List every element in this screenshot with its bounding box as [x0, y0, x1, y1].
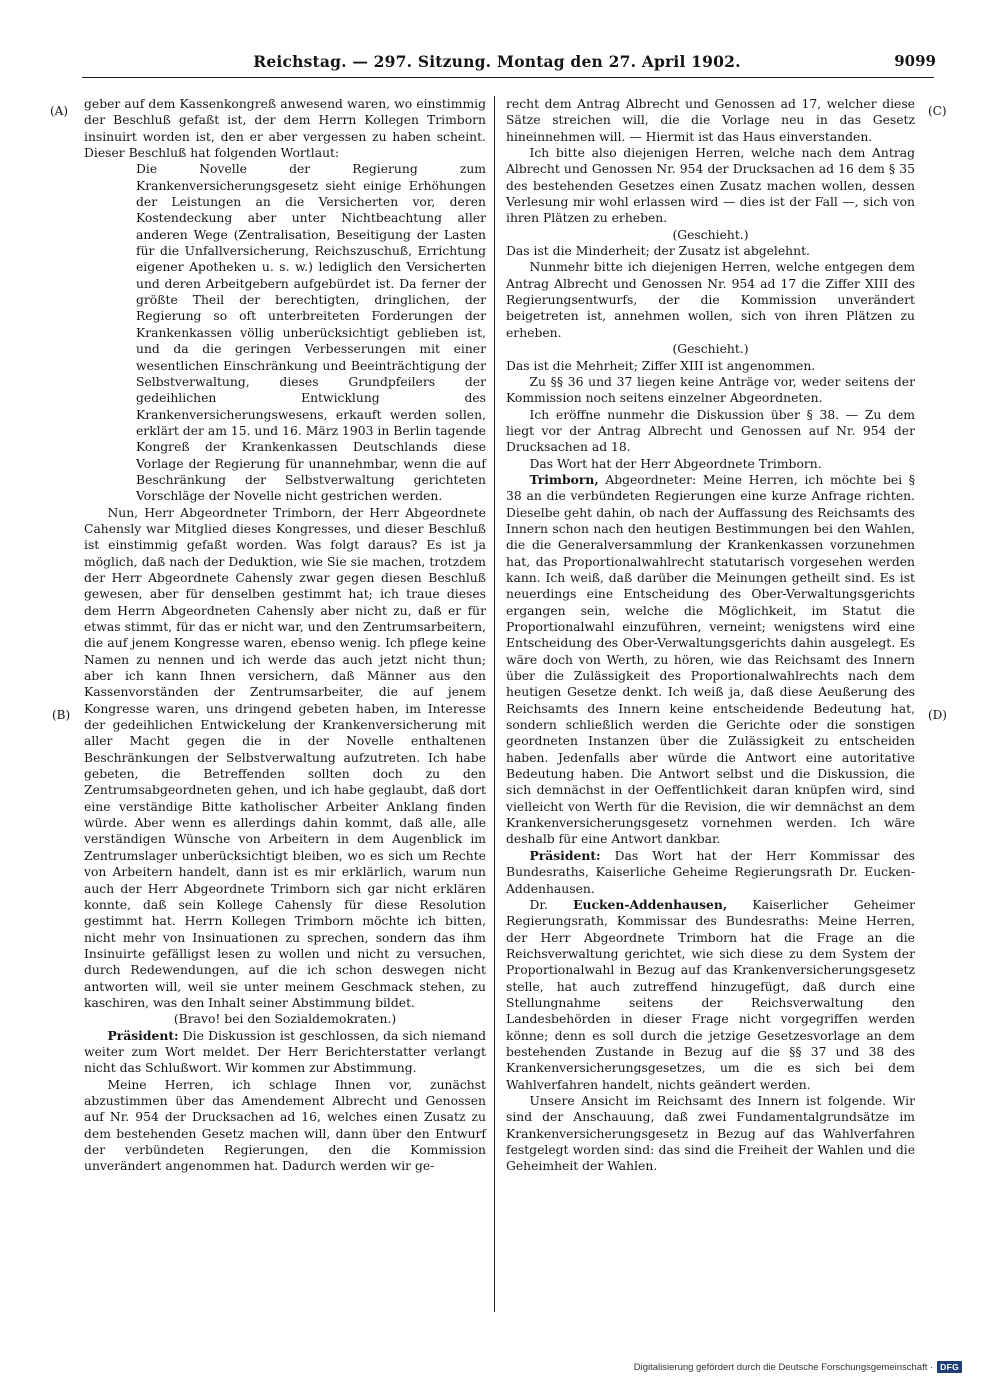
margin-marker-d: (D)	[928, 708, 947, 722]
body-paragraph: Nun, Herr Abgeordneter Trimborn, der Herr Abgeordnete Cahensly war Mitglied dieses Kongresses, und dieser Beschluß ist einstimmig gefaßt worden. Was folgt daraus? Es ist ja möglich, daß nach der Deduktion, wie Sie sie machen, trotzdem der Herr Abgeordnete Cahensly zwar gegen diesen Beschluß gewesen, aber für denselben gestimmt hat; ich traue dieses dem Herrn Abgeordneten Cahensly aber nicht zu, daß er für etwas stimmt, für das er nicht war, und den Zentrumsarbeitern, die auf jenem Kongresse waren, ebenso wenig. Ich pflege keine Namen zu nennen und ich werde das auch jetzt nicht thun; aber ich kann Ihnen versichern, daß Männer aus den Kassenvorständen der Zentrumsarbeiter, die auf jenem Kongresse waren, uns dringend gebeten haben, im Interesse der gedeihlichen Entwickelung der Krankenversicherung mit aller Macht gegen die in der Novelle enthaltenen Beschränkungen der Selbstverwaltung aufzutreten. Ich habe gebeten, die Betreffenden sollten doch zu den Zentrumsabgeordneten gehen, und ich habe geglaubt, daß dort eine verständige Bitte katholischer Arbeiter Anklang finden würde. Aber wenn es allerdings dahin kommt, daß alle, alle verständigen Wünsche von Arbeitern in dem Augenblick im Zentrumslager unberücksichtigt bleiben, wo es sich um Rechte von Arbeitern handelt, dann ist es mir erklärlich, warum nun auch der Herr Abgeordnete Trimborn sich gar nicht erklären konnte, daß sein Kollege Cahensly für diese Resolution gestimmt hat. Herrn Kollegen Trimborn möchte ich bitten, nicht mehr von Insinuationen zu sprechen, sondern das ihm Insinuirte gefälligst lesen zu wollen und nicht zu versuchen, durch Redewendungen, auf die ich schon deswegen nicht antworten will, weil sie unter meinem Geschmack stehen, zu kaschiren, was den Inhalt seiner Abstimmung bildet.	[84, 505, 486, 1010]
speech-text: Die Diskussion ist geschlossen, da sich niemand weiter zum Wort meldet. Der Herr Berichterstatter verlangt nicht das Schlußwort. Wir kommen zur Abstimmung.	[84, 1028, 486, 1076]
interjection: (Bravo! bei den Sozialdemokraten.)	[173, 1012, 397, 1027]
body-paragraph: Ich eröffne nunmehr die Diskussion über § 38. — Zu dem liegt vor der Antrag Albrecht und Genossen auf Nr. 954 der Drucksachen ad 18.	[506, 407, 915, 455]
header-title: Reichstag. — 297. Sitzung. Montag den 27. April 1902.	[253, 52, 741, 71]
margin-marker-c: (C)	[928, 104, 947, 118]
body-paragraph: Zu §§ 36 und 37 liegen keine Anträge vor, weder seitens der Kommission noch seitens einzelner Abgeordneten.	[506, 374, 915, 406]
right-text-column	[506, 96, 915, 1175]
header-rule	[82, 77, 934, 78]
speaker-paragraph	[506, 472, 915, 848]
column-divider	[494, 96, 495, 1312]
body-paragraph: recht dem Antrag Albrecht und Genossen ad 17, welcher diese Sätze streichen will, die die Vorlage neu in das Gesetz hineinnehmen will. — Hiermit ist das Haus einverstanden.	[506, 97, 915, 144]
body-paragraph: Ich bitte also diejenigen Herren, welche nach dem Antrag Albrecht und Genossen Nr. 954 der Drucksachen ad 16 dem § 35 des bestehenden Gesetzes einen Zusatz machen wollen, dessen Verlesung mir wohl erlassen wird — dies ist der Fall —, sich von ihren Plätzen zu erheben.	[506, 146, 915, 226]
speaker-paragraph	[506, 848, 915, 897]
interjection: (Geschieht.)	[672, 342, 749, 357]
body-paragraph: geber auf dem Kassenkongreß anwesend waren, wo einstimmig der Beschluß gefaßt ist, der dem Herrn Kollegen Trimborn insinuirt worden ist, den er aber vergessen zu haben scheint. Dieser Beschluß hat folgenden Wortlaut:	[84, 97, 486, 161]
margin-marker-b: (B)	[52, 708, 71, 722]
body-paragraph: Das Wort hat der Herr Abgeordnete Trimborn.	[529, 456, 822, 471]
body-paragraph: Nunmehr bitte ich diejenigen Herren, welche entgegen dem Antrag Albrecht und Genossen Nr. 954 ad 17 die Ziffer XIII des Regierungsentwurfs, der die Kommission unverändert beigetreten ist, annehmen wollen, sich von ihren Plätzen zu erheben.	[506, 260, 915, 340]
speaker-title: Dr.	[529, 897, 574, 912]
interjection: (Geschieht.)	[672, 227, 749, 242]
speech-text: Abgeordneter: Meine Herren, ich möchte bei § 38 an die verbündeten Regierungen eine kurze Anfrage richten. Dieselbe geht dahin, ob nach der Auffassung des Reichsamts des Innern schon nach den heutigen Bestimmungen bei den Wahlen, die die Generalversammlung der Krankenkassen vorzunehmen hat, das Proportionalwahlrecht statutarisch vorgesehen werden kann. Ich weiß, daß darüber die Meinungen getheilt sind. Es ist neuerdings eine Entscheidung des Ober-Verwaltungsgerichts ergangen sein, welche die Möglichkeit, im Statut die Proportionalwahl einzuführen, verneint; wenigstens wird eine Entscheidung des Ober-Verwaltungsgerichts dahin ausgelegt. Es wäre doch von Werth, zu hören, wie das Reichsamt des Innern über die Zulässigkeit des Proportionalwahlrechts nach dem heutigen Gesetze denkt. Ich weiß ja, daß diese Aeußerung des Reichsamts des Innern keine entscheidende Bedeutung hat, sondern schließlich werden die Gerichte oder die sonstigen geordneten Instanzen über die Zulässigkeit zu entscheiden haben. Jedenfalls aber würde die Antwort eine autoritative Bedeutung haben. Die Antwort selbst und die Diskussion, die sich demnächst in der Oeffentlichkeit daran knüpfen wird, sind vielleicht von Werth für die Revision, die wir demnächst an dem Krankenversicherungsgesetz vornehmen werden. Ich wäre deshalb für eine Antwort dankbar.	[506, 472, 915, 847]
speaker-paragraph	[84, 1028, 486, 1077]
quoted-resolution: Die Novelle der Regierung zum Krankenversicherungsgesetz sieht einige Erhöhungen der Leistungen an die Versicherten vor, deren Kostendeckung aber unter Nichtbeachtung aller anderen Wege (Zentralisation, Beseitigung der Lasten für die Unfallversicherung, Reichszuschuß, Errichtung eigener Apotheken u. s. w.) lediglich den Versicherten und deren Arbeitgebern aufgebürdet ist. Da ferner der größte Theil der berechtigten, dringlichen, der Regierung so oft unterbreiteten Forderungen der Krankenkassen völlig unberücksichtigt geblieben ist, und da die geringen Verbesserungen mit einer wesentlichen Einschränkung und Beeinträchtigung der Selbstverwaltung, dieses Grundpfeilers der gedeihlichen Entwicklung des Krankenversicherungswesens, erkauft werden sollen, erklärt der am 15. und 16. März 1903 in Berlin tagende Kongreß der Krankenkassen Deutschlands diese Vorlage der Regierung für unannehmbar, wenn die auf Beschränkung der Selbstverwaltung gerichteten Vorschläge der Novelle nicht gestrichen werden.	[136, 162, 486, 504]
dfg-logo-icon: DFG	[937, 1361, 962, 1373]
speech-text: Kaiserlicher Geheimer Regierungsrath, Kommissar des Bundesraths: Meine Herren, der Herr Abgeordnete Trimborn hat die Frage an die Reichsverwaltung gerichtet, wie sich diese zu dem System der Proportionalwahl in Bezug auf das Krankenversicherungsgesetz stelle, hat auch zutreffend hinzugefügt, daß durch eine Stellungnahme seitens der Reichsverwaltung den Landesbehörden in dieser Frage nicht vorgegriffen werden könne; denn es soll durch die jetzige Gesetzesvorlage an dem bestehenden Zustande in Bezug auf die §§ 37 und 38 des Krankenversicherungsgesetzes, um die es sich bei dem Wahlverfahren handelt, nichts geändert werden.	[506, 897, 915, 1092]
body-paragraph: Das ist die Mehrheit; Ziffer XIII ist angenommen.	[506, 358, 816, 373]
body-paragraph: Unsere Ansicht im Reichsamt des Innern ist folgende. Wir sind der Anschauung, daß zwei Fundamentalgrundsätze im Krankenversicherungsgesetz in Bezug auf das Wahlverfahren festgelegt worden sind: das sind die Freiheit der Wahlen und die Geheimheit der Wahlen.	[506, 1093, 915, 1174]
page-header	[58, 52, 936, 74]
speaker-name: Präsident:	[529, 847, 601, 863]
speaker-name: Trimborn,	[529, 471, 599, 487]
speech-text: Das Wort hat der Herr Kommissar des Bundesraths, Kaiserliche Geheime Regierungsrath Dr. Eucken-Addenhausen.	[506, 848, 915, 896]
page-footer	[634, 1361, 962, 1373]
speaker-name: Präsident:	[107, 1027, 179, 1043]
footer-credit: Digitalisierung gefördert durch die Deutsche Forschungsgemeinschaft ·	[633, 1361, 934, 1373]
page-number: 9099	[894, 52, 936, 70]
margin-marker-a: (A)	[50, 104, 69, 118]
body-paragraph: Meine Herren, ich schlage Ihnen vor, zunächst abzustimmen über das Amendement Albrecht und Genossen auf Nr. 954 der Drucksachen ad 16, welches einen Zusatz zu dem bestehenden Gesetz machen will, dann über den Entwurf der verbündeten Regierungen, den die Kommission unverändert angenommen hat. Dadurch werden wir ge-	[84, 1077, 486, 1174]
speaker-name: Eucken-Addenhausen,	[573, 896, 728, 912]
speaker-paragraph	[506, 897, 915, 1093]
left-text-column	[84, 96, 486, 1175]
body-paragraph: Das ist die Minderheit; der Zusatz ist abgelehnt.	[506, 244, 810, 259]
